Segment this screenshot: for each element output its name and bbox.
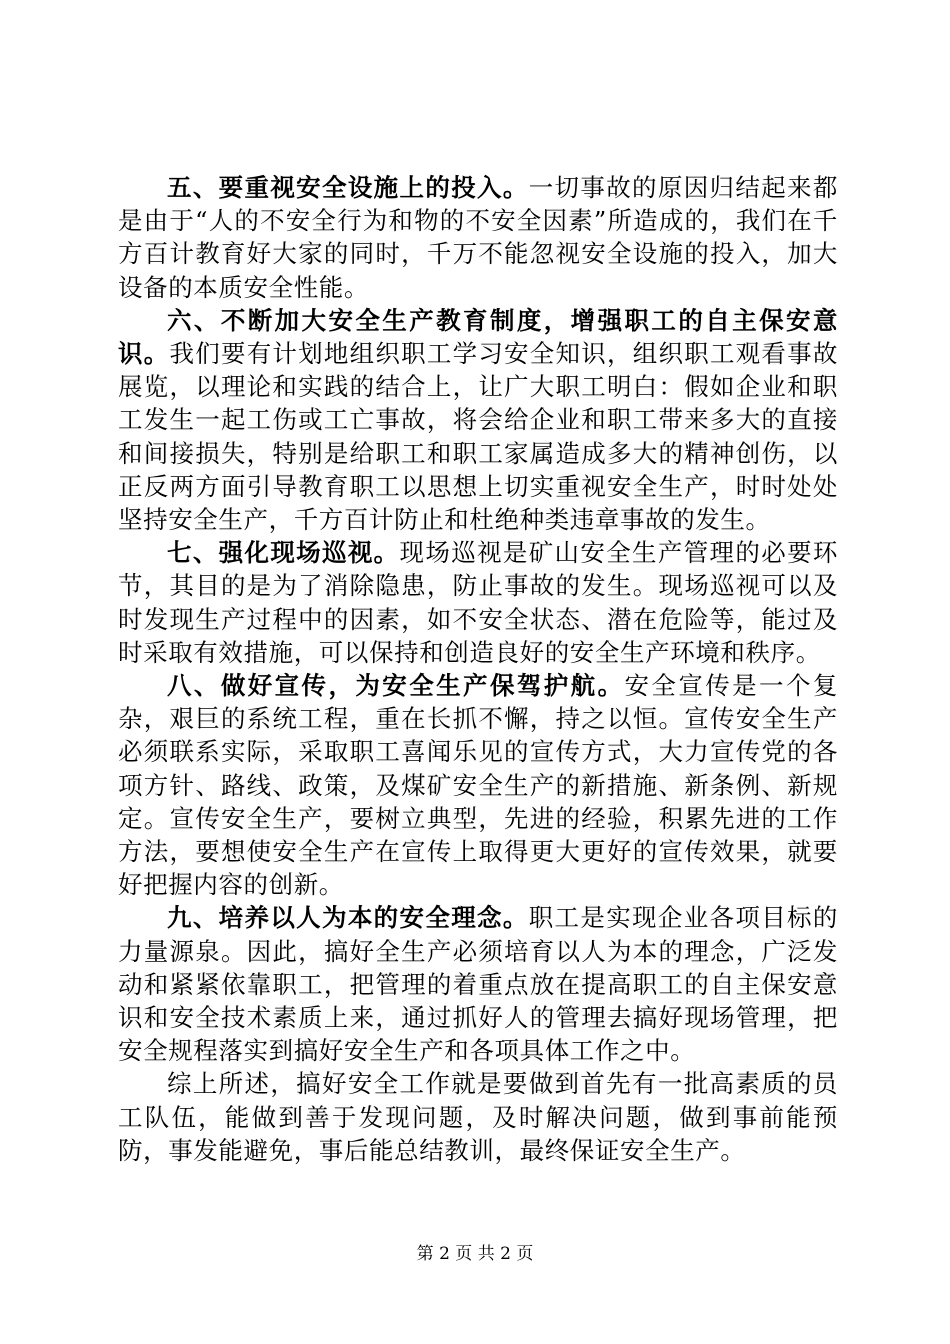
paragraph-text: 职工是实现企业各项目标的力量源泉。因此，搞好全生产必须培育以人为本的理念，广泛发动和紧紧依靠职工，把管理的着重点放在提高职工的自主保安意识和安全技术素质上来，通过抓好人的管理去搞好现场管理，把安全规程落实到搞好安全生产和各项具体工作之中。 <box>118 903 838 1066</box>
page-number-label: 第 2 页 共 2 页 <box>416 1244 534 1264</box>
paragraph-heading: 七、强化现场巡视。 <box>167 538 400 568</box>
paragraph-heading: 九、培养以人为本的安全理念。 <box>167 903 529 933</box>
paragraph-text: 安全宣传是一个复杂，艰巨的系统工程，重在长抓不懈，持之以恒。宣传安全生产必须联系实际，采取职工喜闻乐见的宣传方式，大力宣传党的各项方针、路线、政策，及煤矿安全生产的新措施、新条例、新规定。宣传安全生产，要树立典型，先进的经验，积累先进的工作方法，要想使安全生产在宣传上取得更大更好的宣传效果，就要好把握内容的创新。 <box>118 671 838 900</box>
page-footer <box>0 1239 950 1264</box>
paragraph-text: 现场巡视是矿山安全生产管理的必要环节，其目的是为了消除隐患，防止事故的发生。现场巡视可以及时发现生产过程中的因素，如不安全状态、潜在危险等，能过及时采取有效措施，可以保持和创造良好的安全生产环境和秩序。 <box>118 538 838 667</box>
paragraph-heading: 五、要重视安全设施上的投入。 <box>167 173 529 202</box>
document-body <box>118 171 838 1167</box>
paragraph-conclusion <box>118 1067 838 1167</box>
paragraph-text: 一切事故的原因归结起来都是由于“人的不安全行为和物的不安全因素”所造成的，我们在千方百计教育好大家的同时，千万不能忽视安全设施的投入，加大设备的本质安全性能。 <box>118 173 838 302</box>
paragraph-6 <box>118 304 838 536</box>
paragraph-heading: 八、做好宣传，为安全生产保驾护航。 <box>167 671 625 701</box>
paragraph-heading: 六、不断加大安全生产教育制度，增强职工的自主保安意识。 <box>118 305 838 369</box>
paragraph-8 <box>118 669 838 901</box>
paragraph-5 <box>118 171 838 304</box>
paragraph-text: 我们要有计划地组织职工学习安全知识，组织职工观看事故展览，以理论和实践的结合上，让广大职工明白：假如企业和职工发生一起工伤或工亡事故，将会给企业和职工带来多大的直接和间接损失，特别是给职工和职工家属造成多大的精神创伤，以正反两方面引导教育职工以思想上切实重视安全生产，时时处处坚持安全生产，千方百计防止和杜绝种类违章事故的发生。 <box>118 339 838 535</box>
paragraph-7 <box>118 536 838 669</box>
paragraph-9 <box>118 901 838 1067</box>
paragraph-text: 综上所述，搞好安全工作就是要做到首先有一批高素质的员工队伍，能做到善于发现问题，及时解决问题，做到事前能预防，事发能避免，事后能总结教训，最终保证安全生产。 <box>118 1069 838 1165</box>
